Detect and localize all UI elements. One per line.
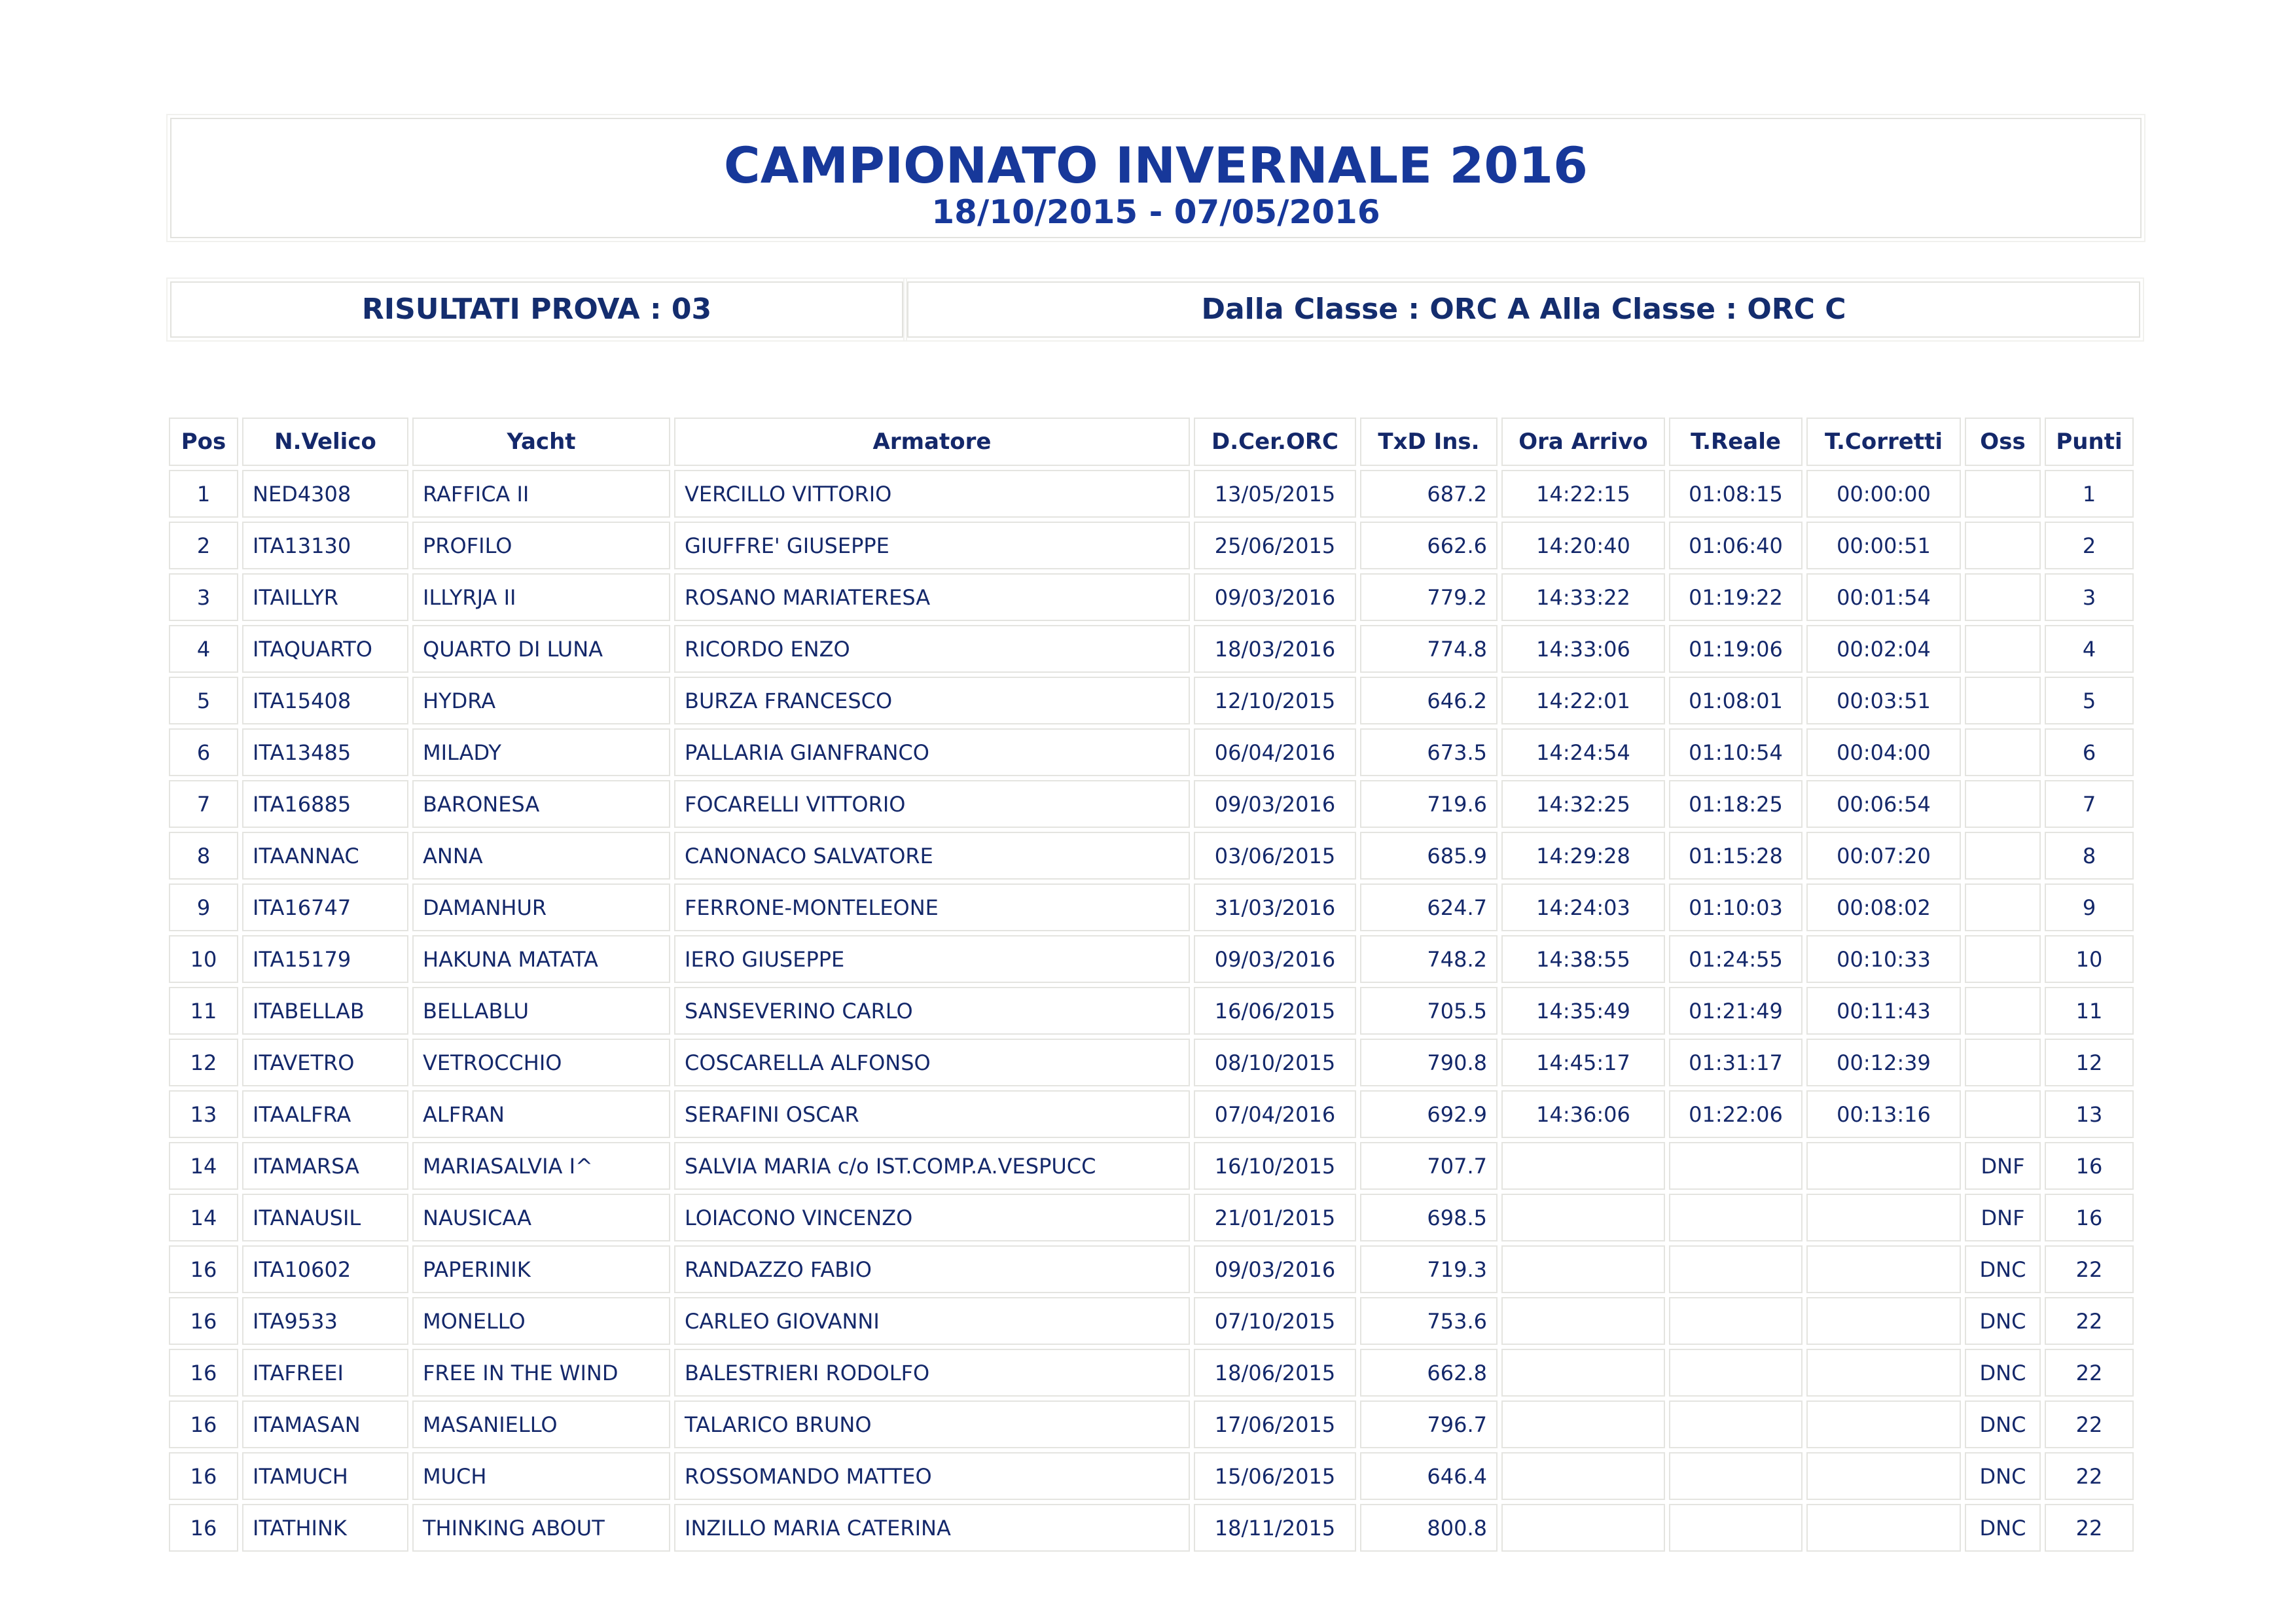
table-row (169, 935, 2134, 983)
cell-sail-number: ITA15179 (242, 935, 408, 983)
table-row (169, 832, 2134, 880)
cell-owner: LOIACONO VINCENZO (674, 1194, 1190, 1241)
date-range: 18/10/2015 - 07/05/2016 (931, 193, 1380, 231)
cell-real-time (1669, 1297, 1803, 1345)
cell-real-time: 01:22:06 (1669, 1090, 1803, 1138)
table-row (169, 1194, 2134, 1241)
cell-cert-date: 09/03/2016 (1194, 573, 1356, 621)
cell-arrival-time (1501, 1297, 1665, 1345)
cell-corrected-time: 00:13:16 (1806, 1090, 1961, 1138)
cell-cert-date: 16/10/2015 (1194, 1142, 1356, 1190)
cell-txd: 800.8 (1360, 1504, 1498, 1552)
cell-pos: 6 (169, 728, 238, 776)
cell-yacht: MUCH (412, 1452, 670, 1500)
cell-owner: SALVIA MARIA c/o IST.COMP.A.VESPUCC (674, 1142, 1190, 1190)
cell-yacht: ANNA (412, 832, 670, 880)
cell-arrival-time: 14:33:06 (1501, 625, 1665, 673)
cell-real-time (1669, 1504, 1803, 1552)
cell-pos: 5 (169, 677, 238, 724)
cell-sail-number: ITANAUSIL (242, 1194, 408, 1241)
cell-corrected-time: 00:11:43 (1806, 987, 1961, 1035)
cell-points: 9 (2045, 883, 2134, 931)
cell-points: 10 (2045, 935, 2134, 983)
cell-txd: 646.2 (1360, 677, 1498, 724)
cell-points: 12 (2045, 1039, 2134, 1086)
cell-cert-date: 08/10/2015 (1194, 1039, 1356, 1086)
race-number-label: RISULTATI PROVA : 03 (170, 281, 903, 338)
cell-cert-date: 16/06/2015 (1194, 987, 1356, 1035)
cell-notes (1965, 883, 2041, 931)
cell-real-time: 01:10:03 (1669, 883, 1803, 931)
cell-owner: SANSEVERINO CARLO (674, 987, 1190, 1035)
cell-cert-date: 09/03/2016 (1194, 1245, 1356, 1293)
cell-cert-date: 03/06/2015 (1194, 832, 1356, 880)
cell-txd: 774.8 (1360, 625, 1498, 673)
cell-corrected-time: 00:06:54 (1806, 780, 1961, 828)
cell-owner: COSCARELLA ALFONSO (674, 1039, 1190, 1086)
cell-arrival-time: 14:45:17 (1501, 1039, 1665, 1086)
cell-real-time: 01:31:17 (1669, 1039, 1803, 1086)
cell-yacht: RAFFICA II (412, 470, 670, 518)
cell-pos: 11 (169, 987, 238, 1035)
column-header-pos: Pos (169, 418, 238, 466)
cell-sail-number: ITAILLYR (242, 573, 408, 621)
cell-yacht: BARONESA (412, 780, 670, 828)
cell-owner: CARLEO GIOVANNI (674, 1297, 1190, 1345)
cell-real-time (1669, 1194, 1803, 1241)
column-header-owner: Armatore (674, 418, 1190, 466)
cell-notes (1965, 987, 2041, 1035)
cell-points: 13 (2045, 1090, 2134, 1138)
cell-cert-date: 21/01/2015 (1194, 1194, 1356, 1241)
cell-owner: ROSSOMANDO MATTEO (674, 1452, 1190, 1500)
table-row (169, 987, 2134, 1035)
cell-arrival-time: 14:22:15 (1501, 470, 1665, 518)
cell-pos: 16 (169, 1452, 238, 1500)
cell-cert-date: 17/06/2015 (1194, 1400, 1356, 1448)
cell-real-time: 01:21:49 (1669, 987, 1803, 1035)
cell-owner: TALARICO BRUNO (674, 1400, 1190, 1448)
table-row (169, 1349, 2134, 1397)
column-header-cert-date: D.Cer.ORC (1194, 418, 1356, 466)
cell-txd: 687.2 (1360, 470, 1498, 518)
cell-owner: IERO GIUSEPPE (674, 935, 1190, 983)
cell-pos: 14 (169, 1194, 238, 1241)
cell-sail-number: ITA10602 (242, 1245, 408, 1293)
cell-arrival-time: 14:20:40 (1501, 522, 1665, 569)
cell-points: 16 (2045, 1142, 2134, 1190)
cell-pos: 16 (169, 1400, 238, 1448)
cell-txd: 753.6 (1360, 1297, 1498, 1345)
cell-pos: 16 (169, 1349, 238, 1397)
cell-notes (1965, 1039, 2041, 1086)
cell-cert-date: 06/04/2016 (1194, 728, 1356, 776)
cell-yacht: NAUSICAA (412, 1194, 670, 1241)
cell-txd: 624.7 (1360, 883, 1498, 931)
cell-points: 1 (2045, 470, 2134, 518)
cell-notes: DNC (1965, 1452, 2041, 1500)
cell-real-time: 01:08:01 (1669, 677, 1803, 724)
cell-pos: 4 (169, 625, 238, 673)
results-body (169, 470, 2134, 1552)
cell-yacht: PAPERINIK (412, 1245, 670, 1293)
cell-arrival-time: 14:36:06 (1501, 1090, 1665, 1138)
column-header-yacht: Yacht (412, 418, 670, 466)
cell-yacht: MONELLO (412, 1297, 670, 1345)
results-table (165, 414, 2138, 1556)
cell-arrival-time: 14:24:03 (1501, 883, 1665, 931)
cell-owner: FOCARELLI VITTORIO (674, 780, 1190, 828)
cell-pos: 16 (169, 1504, 238, 1552)
cell-points: 16 (2045, 1194, 2134, 1241)
cell-arrival-time (1501, 1194, 1665, 1241)
cell-points: 6 (2045, 728, 2134, 776)
cell-pos: 7 (169, 780, 238, 828)
cell-owner: VERCILLO VITTORIO (674, 470, 1190, 518)
column-header-arrival-time: Ora Arrivo (1501, 418, 1665, 466)
cell-points: 3 (2045, 573, 2134, 621)
cell-sail-number: ITA9533 (242, 1297, 408, 1345)
column-header-real-time: T.Reale (1669, 418, 1803, 466)
cell-corrected-time: 00:02:04 (1806, 625, 1961, 673)
cell-points: 22 (2045, 1297, 2134, 1345)
cell-cert-date: 18/11/2015 (1194, 1504, 1356, 1552)
column-header-corrected-time: T.Corretti (1806, 418, 1961, 466)
cell-points: 22 (2045, 1400, 2134, 1448)
cell-sail-number: ITA15408 (242, 677, 408, 724)
cell-txd: 779.2 (1360, 573, 1498, 621)
cell-txd: 719.6 (1360, 780, 1498, 828)
cell-sail-number: ITAMARSA (242, 1142, 408, 1190)
cell-yacht: DAMANHUR (412, 883, 670, 931)
cell-notes: DNC (1965, 1245, 2041, 1293)
cell-yacht: MASANIELLO (412, 1400, 670, 1448)
cell-cert-date: 09/03/2016 (1194, 935, 1356, 983)
cell-txd: 719.3 (1360, 1245, 1498, 1293)
cell-pos: 2 (169, 522, 238, 569)
cell-yacht: HAKUNA MATATA (412, 935, 670, 983)
cell-pos: 13 (169, 1090, 238, 1138)
cell-arrival-time (1501, 1452, 1665, 1500)
info-row (170, 281, 2142, 338)
table-row (169, 883, 2134, 931)
cell-corrected-time (1806, 1194, 1961, 1241)
cell-notes (1965, 935, 2041, 983)
cell-pos: 16 (169, 1245, 238, 1293)
column-header-points: Punti (2045, 418, 2134, 466)
cell-sail-number: ITA13485 (242, 728, 408, 776)
cell-notes (1965, 573, 2041, 621)
cell-notes: DNC (1965, 1400, 2041, 1448)
cell-sail-number: NED4308 (242, 470, 408, 518)
table-row (169, 1297, 2134, 1345)
cell-notes (1965, 470, 2041, 518)
cell-real-time: 01:19:06 (1669, 625, 1803, 673)
cell-real-time: 01:18:25 (1669, 780, 1803, 828)
cell-corrected-time (1806, 1504, 1961, 1552)
cell-arrival-time (1501, 1349, 1665, 1397)
cell-cert-date: 31/03/2016 (1194, 883, 1356, 931)
cell-txd: 705.5 (1360, 987, 1498, 1035)
cell-real-time (1669, 1400, 1803, 1448)
cell-corrected-time: 00:12:39 (1806, 1039, 1961, 1086)
cell-txd: 673.5 (1360, 728, 1498, 776)
cell-sail-number: ITA16885 (242, 780, 408, 828)
cell-pos: 14 (169, 1142, 238, 1190)
title-box (170, 118, 2142, 238)
cell-cert-date: 09/03/2016 (1194, 780, 1356, 828)
cell-yacht: THINKING ABOUT (412, 1504, 670, 1552)
cell-pos: 9 (169, 883, 238, 931)
cell-txd: 796.7 (1360, 1400, 1498, 1448)
cell-arrival-time: 14:35:49 (1501, 987, 1665, 1035)
cell-corrected-time: 00:00:00 (1806, 470, 1961, 518)
cell-pos: 16 (169, 1297, 238, 1345)
cell-notes: DNC (1965, 1349, 2041, 1397)
table-row (169, 780, 2134, 828)
cell-sail-number: ITA13130 (242, 522, 408, 569)
cell-txd: 685.9 (1360, 832, 1498, 880)
cell-cert-date: 12/10/2015 (1194, 677, 1356, 724)
cell-owner: SERAFINI OSCAR (674, 1090, 1190, 1138)
cell-sail-number: ITAALFRA (242, 1090, 408, 1138)
table-row (169, 625, 2134, 673)
cell-corrected-time: 00:04:00 (1806, 728, 1961, 776)
table-row (169, 728, 2134, 776)
table-row (169, 1090, 2134, 1138)
cell-owner: BALESTRIERI RODOLFO (674, 1349, 1190, 1397)
cell-notes (1965, 832, 2041, 880)
cell-notes: DNC (1965, 1297, 2041, 1345)
cell-arrival-time: 14:32:25 (1501, 780, 1665, 828)
cell-real-time (1669, 1452, 1803, 1500)
cell-cert-date: 18/03/2016 (1194, 625, 1356, 673)
cell-corrected-time (1806, 1245, 1961, 1293)
cell-notes: DNC (1965, 1504, 2041, 1552)
cell-txd: 662.6 (1360, 522, 1498, 569)
cell-sail-number: ITAMUCH (242, 1452, 408, 1500)
cell-txd: 698.5 (1360, 1194, 1498, 1241)
column-header-txd: TxD Ins. (1360, 418, 1498, 466)
cell-yacht: FREE IN THE WIND (412, 1349, 670, 1397)
cell-owner: RANDAZZO FABIO (674, 1245, 1190, 1293)
cell-corrected-time: 00:03:51 (1806, 677, 1961, 724)
cell-cert-date: 15/06/2015 (1194, 1452, 1356, 1500)
cell-cert-date: 07/10/2015 (1194, 1297, 1356, 1345)
cell-txd: 790.8 (1360, 1039, 1498, 1086)
cell-points: 11 (2045, 987, 2134, 1035)
cell-corrected-time: 00:00:51 (1806, 522, 1961, 569)
cell-yacht: QUARTO DI LUNA (412, 625, 670, 673)
cell-points: 22 (2045, 1504, 2134, 1552)
cell-owner: RICORDO ENZO (674, 625, 1190, 673)
cell-cert-date: 25/06/2015 (1194, 522, 1356, 569)
column-header-sail-number: N.Velico (242, 418, 408, 466)
cell-real-time: 01:24:55 (1669, 935, 1803, 983)
cell-txd: 662.8 (1360, 1349, 1498, 1397)
cell-txd: 646.4 (1360, 1452, 1498, 1500)
cell-points: 7 (2045, 780, 2134, 828)
cell-owner: GIUFFRE' GIUSEPPE (674, 522, 1190, 569)
cell-notes: DNF (1965, 1142, 2041, 1190)
cell-real-time (1669, 1142, 1803, 1190)
table-row (169, 573, 2134, 621)
cell-notes (1965, 522, 2041, 569)
table-row (169, 1400, 2134, 1448)
cell-notes (1965, 625, 2041, 673)
cell-owner: INZILLO MARIA CATERINA (674, 1504, 1190, 1552)
page-title: CAMPIONATO INVERNALE 2016 (723, 136, 1588, 194)
cell-cert-date: 13/05/2015 (1194, 470, 1356, 518)
cell-corrected-time (1806, 1349, 1961, 1397)
cell-yacht: HYDRA (412, 677, 670, 724)
cell-sail-number: ITATHINK (242, 1504, 408, 1552)
cell-real-time: 01:06:40 (1669, 522, 1803, 569)
cell-notes (1965, 677, 2041, 724)
cell-corrected-time (1806, 1400, 1961, 1448)
cell-real-time (1669, 1349, 1803, 1397)
cell-pos: 8 (169, 832, 238, 880)
cell-cert-date: 07/04/2016 (1194, 1090, 1356, 1138)
cell-notes (1965, 1090, 2041, 1138)
class-range-label: Dalla Classe : ORC A Alla Classe : ORC C (907, 281, 2140, 338)
cell-corrected-time: 00:10:33 (1806, 935, 1961, 983)
table-row (169, 522, 2134, 569)
cell-corrected-time: 00:08:02 (1806, 883, 1961, 931)
cell-sail-number: ITABELLAB (242, 987, 408, 1035)
cell-owner: ROSANO MARIATERESA (674, 573, 1190, 621)
cell-points: 5 (2045, 677, 2134, 724)
table-row (169, 1142, 2134, 1190)
cell-arrival-time: 14:24:54 (1501, 728, 1665, 776)
cell-cert-date: 18/06/2015 (1194, 1349, 1356, 1397)
cell-arrival-time: 14:29:28 (1501, 832, 1665, 880)
cell-corrected-time: 00:01:54 (1806, 573, 1961, 621)
table-row (169, 1452, 2134, 1500)
cell-yacht: ILLYRJA II (412, 573, 670, 621)
cell-arrival-time (1501, 1504, 1665, 1552)
cell-txd: 692.9 (1360, 1090, 1498, 1138)
cell-owner: FERRONE-MONTELEONE (674, 883, 1190, 931)
table-header-row (169, 418, 2134, 466)
cell-points: 22 (2045, 1245, 2134, 1293)
cell-corrected-time (1806, 1142, 1961, 1190)
cell-yacht: MILADY (412, 728, 670, 776)
cell-sail-number: ITAQUARTO (242, 625, 408, 673)
cell-pos: 3 (169, 573, 238, 621)
table-row (169, 1245, 2134, 1293)
cell-txd: 748.2 (1360, 935, 1498, 983)
cell-arrival-time: 14:38:55 (1501, 935, 1665, 983)
cell-sail-number: ITA16747 (242, 883, 408, 931)
cell-pos: 10 (169, 935, 238, 983)
cell-real-time: 01:08:15 (1669, 470, 1803, 518)
cell-yacht: ALFRAN (412, 1090, 670, 1138)
cell-sail-number: ITAFREEI (242, 1349, 408, 1397)
cell-points: 8 (2045, 832, 2134, 880)
cell-yacht: VETROCCHIO (412, 1039, 670, 1086)
cell-notes: DNF (1965, 1194, 2041, 1241)
column-header-notes: Oss (1965, 418, 2041, 466)
cell-pos: 1 (169, 470, 238, 518)
cell-sail-number: ITAANNAC (242, 832, 408, 880)
cell-yacht: BELLABLU (412, 987, 670, 1035)
cell-arrival-time (1501, 1142, 1665, 1190)
cell-yacht: MARIASALVIA I^ (412, 1142, 670, 1190)
cell-points: 2 (2045, 522, 2134, 569)
cell-notes (1965, 728, 2041, 776)
cell-corrected-time (1806, 1297, 1961, 1345)
cell-arrival-time (1501, 1245, 1665, 1293)
cell-owner: BURZA FRANCESCO (674, 677, 1190, 724)
cell-points: 22 (2045, 1349, 2134, 1397)
cell-corrected-time: 00:07:20 (1806, 832, 1961, 880)
cell-txd: 707.7 (1360, 1142, 1498, 1190)
cell-pos: 12 (169, 1039, 238, 1086)
cell-real-time: 01:10:54 (1669, 728, 1803, 776)
table-row (169, 677, 2134, 724)
cell-points: 4 (2045, 625, 2134, 673)
cell-real-time: 01:19:22 (1669, 573, 1803, 621)
cell-real-time (1669, 1245, 1803, 1293)
table-row (169, 1039, 2134, 1086)
cell-owner: CANONACO SALVATORE (674, 832, 1190, 880)
table-row (169, 470, 2134, 518)
cell-points: 22 (2045, 1452, 2134, 1500)
table-row (169, 1504, 2134, 1552)
cell-owner: PALLARIA GIANFRANCO (674, 728, 1190, 776)
cell-corrected-time (1806, 1452, 1961, 1500)
cell-real-time: 01:15:28 (1669, 832, 1803, 880)
cell-arrival-time (1501, 1400, 1665, 1448)
cell-sail-number: ITAMASAN (242, 1400, 408, 1448)
cell-notes (1965, 780, 2041, 828)
cell-arrival-time: 14:22:01 (1501, 677, 1665, 724)
cell-sail-number: ITAVETRO (242, 1039, 408, 1086)
cell-arrival-time: 14:33:22 (1501, 573, 1665, 621)
cell-yacht: PROFILO (412, 522, 670, 569)
